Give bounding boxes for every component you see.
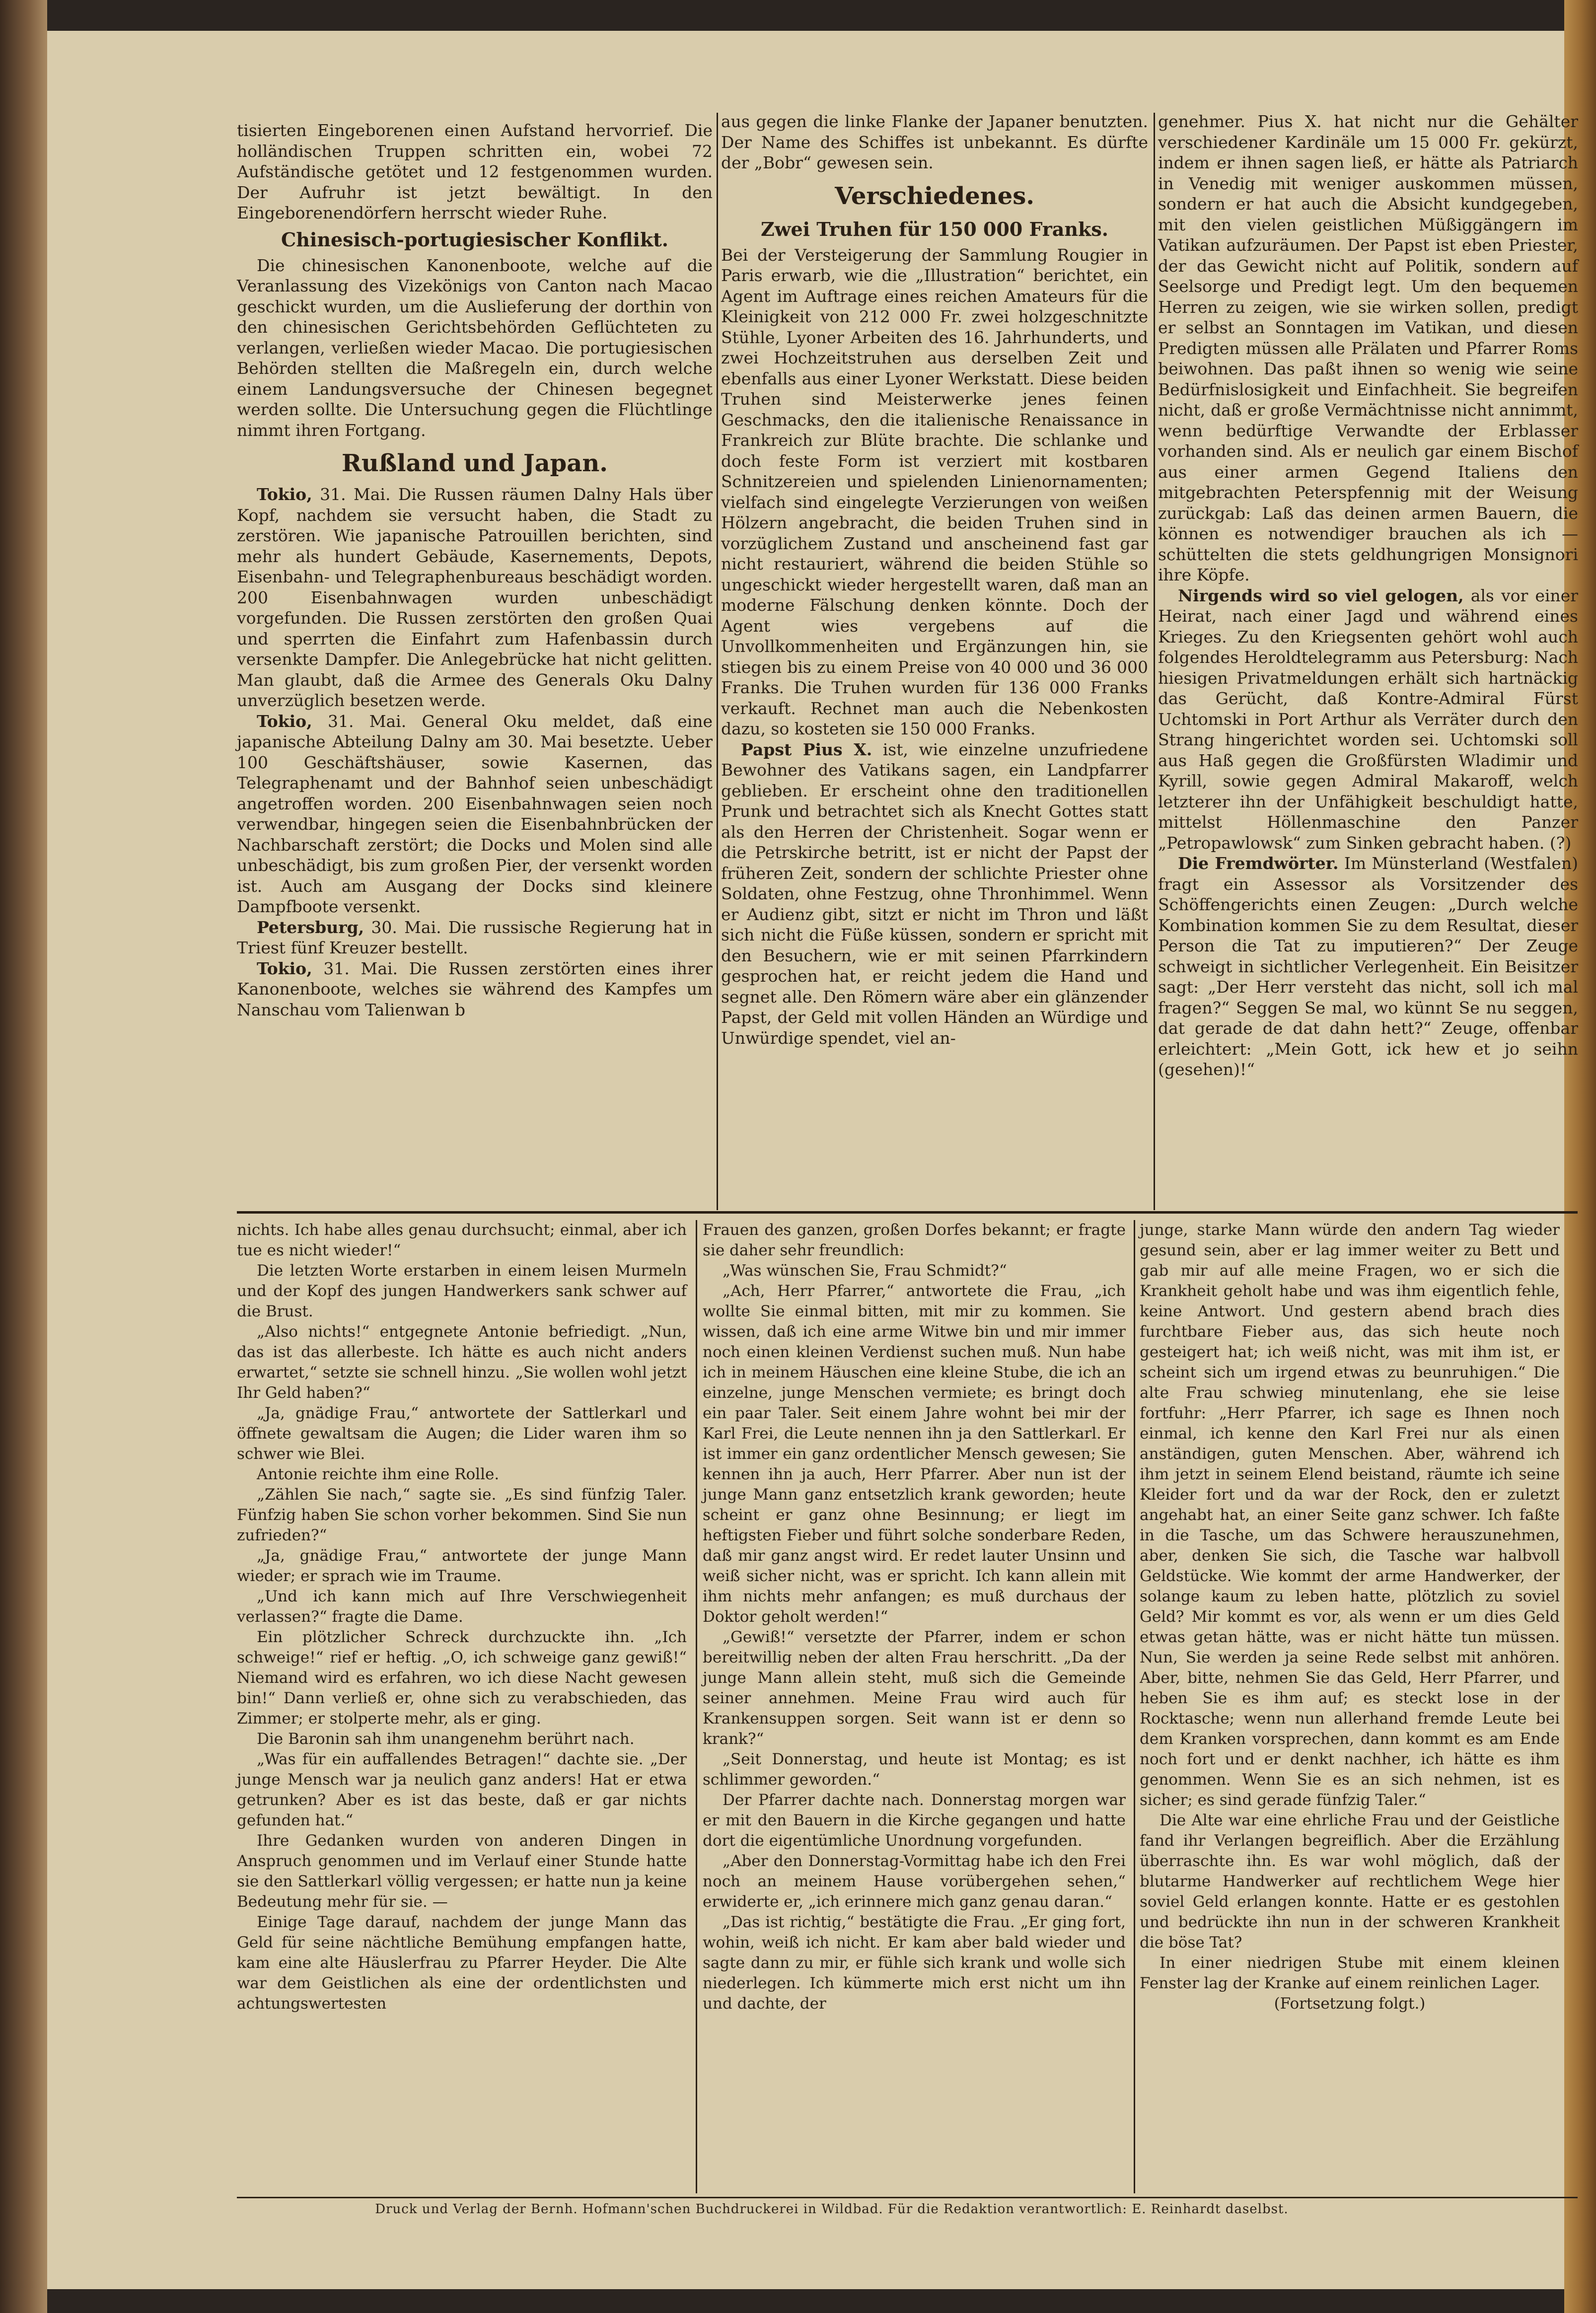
story-paragraph: „Ja, gnädige Frau,“ antwortete der junge Mann wieder; er sprach wie im Traume.	[237, 1547, 687, 1585]
story-paragraph: Frauen des ganzen, großen Dorfes bekannt; er fragte sie daher sehr freundlich:	[703, 1221, 1126, 1259]
report-tokio-1	[237, 484, 713, 711]
story-paragraph: Der Pfarrer dachte nach. Donnerstag morgen war er mit den Bauern in die Kirche gegangen und hatte dort die eigentümliche Unordnung vorgefunden.	[703, 1791, 1126, 1850]
story-paragraph: Die letzten Worte erstarben in einem leisen Murmeln und der Kopf des jungen Handwerkers sank schwer auf die Brust.	[237, 1262, 687, 1320]
story-paragraph: In einer niedrigen Stube mit einem kleinen Fenster lag der Kranke auf einem reinlichen Lager.	[1140, 1954, 1560, 1992]
upper-column-1	[237, 120, 713, 1020]
article-continuation: aus gegen die linke Flanke der Japaner benutzten. Der Name des Schiffes ist unbekannt. Es dürfte der „Bobr“ gewesen sein.	[721, 112, 1148, 172]
upper-column-2	[721, 111, 1148, 1048]
newspaper-page	[47, 31, 1579, 2289]
story-paragraph: Einige Tage darauf, nachdem der junge Mann das Geld für seine nächtliche Bemühung empfangen hatte, kam eine alte Häuslerfrau zu Pfarrer Heyder. Die Alte war dem Geistlichen als eine der ordentlichsten und achtungswertesten	[237, 1913, 687, 2013]
article-lead: Papst Pius X.	[741, 739, 872, 759]
story-paragraph: „Was für ein auffallendes Betragen!“ dachte sie. „Der junge Mensch war ja neulich ganz anders! Hat er etwa getrunken? Aber es ist das beste, daß er gar nichts gefunden hat.“	[237, 1750, 687, 1829]
article-text: ist, wie einzelne unzufriedene Bewohner des Vatikans sagen, ein Landpfarrer geblieben. Er erscheint ohne den traditionellen Prunk und betrachtet sich als Knecht Gottes statt als den Herren der Christenheit. Sogar wenn er die Petrskirche betritt, ist er nicht der Papst der früheren Zeit, sondern der schlichte Priester ohne Soldaten, ohne Festzug, ohne Thronhimmel. Wenn er Audienz gibt, sitzt er nicht im Thron und läßt sich nicht die Füße küssen, sondern er spricht mit den Besuchern, wie er mit seinen Pfarrkindern gesprochen hat, er reicht jedem die Hand und segnet alle. Den Römern wäre aber ein glänzender Papst, der Geld mit vollen Händen an Würdige und Unwürdige spendet, viel an-	[721, 739, 1148, 1048]
story-paragraph: Die Alte war eine ehrliche Frau und der Geistliche fand ihr Verlangen begreiflich. Aber die Erzählung überraschte ihn. Es war wohl möglich, daß der blutarme Handwerker auf rechtlichem Wege hier soviel Geld erlangen konnte. Hatte er es gestohlen und bedrückte ihn nun in der schweren Krankheit die böse Tat?	[1140, 1811, 1560, 1952]
article-text: Im Münsterland (Westfalen) fragt ein Assessor als Vorsitzender des Schöffengerichts einen Zeugen: „Durch welche Kombination kommen Sie zu dem Resultat, dieser Person die Tat zu imputieren?“ Der Zeuge schweigt in sichtlicher Verlegenheit. Ein Beisitzer sagt: „Der Herr versteht das nicht, soll ich mal fragen?“ Seggen Se mal, wo künnt Se nu seggen, dat gerade de dat dahn hett?“ Zeuge, offenbar erleichtert: „Mein Gott, ick hew et jo seihn (gesehen)!“	[1158, 854, 1579, 1079]
report-text: 31. Mai. Die Russen zerstörten eines ihrer Kanonenboote, welches sie während des Kampfes um Nanschau vom Talienwan b	[237, 958, 713, 1019]
story-paragraph: „Zählen Sie nach,“ sagte sie. „Es sind fünfzig Taler. Fünfzig haben Sie schon vorher bekommen. Sind Sie nun zufrieden?“	[237, 1486, 687, 1544]
report-petersburg	[237, 917, 713, 958]
article-china-portugal: Die chinesischen Kanonenboote, welche auf die Veranlassung des Vizekönigs von Canton nach Macao geschickt wurden, um die Auslieferung der dorthin von den chinesischen Gerichtsbehörden Geflüchteten zu verlangen, verließen wieder Macao. Die portugiesischen Behörden stellten die Maßregeln ein, durch welche einem Landungsversuche der Chinesen begegnet werden sollte. Die Untersuchung gegen die Flüchtlinge nimmt ihren Fortgang.	[237, 255, 713, 440]
article-foreign-words	[1158, 853, 1578, 1080]
section-divider	[237, 1211, 1578, 1214]
heading-two-chests: Zwei Truhen für 150 000 Franks.	[761, 217, 1108, 240]
report-text: 31. Mai. General Oku meldet, daß eine japanische Abteilung Dalny am 30. Mai besetzte. Ueber 100 Geschäftshäuser, sowie Kasernen, das Telegraphenamt und der Bahnhof seien unbeschädigt angetroffen worden. 200 Eisenbahnwagen seien noch verwendbar, hingegen seien die Eisenbahnbrücken der Nachbarschaft zerstört; die Docks und Molen sind alle unbeschädigt, bis zum großen Pier, der versenkt worden ist. Auch am Ausgang der Docks sind kleinere Dampfboote versenkt.	[237, 711, 713, 916]
article-continuation: tisierten Eingeborenen einen Aufstand hervorrief. Die holländischen Truppen schritten ein, wobei 72 Aufständische getötet und 12 festgenommen wurden. Der Aufruhr ist jetzt bewältigt. In den Eingeborenendörfern herrscht wieder Ruhe.	[237, 121, 713, 222]
article-two-chests: Bei der Versteigerung der Sammlung Rougier in Paris erwarb, wie die „Illustration“ berichtet, ein Agent im Auftrage eines reichen Amateurs für die Kleinigkeit von 212 000 Fr. zwei holzgeschnitzte Stühle, Lyoner Arbeiten des 16. Jahrhunderts, und zwei Hochzeitstruhen aus derselben Zeit und ebenfalls aus einer Lyoner Werkstatt. Diese beiden Truhen sind Meisterwerke jenes feinen Geschmacks, den die italienische Renaissance in Frankreich zur Blüte brachte. Die schlanke und doch feste Form ist verziert mit kostbaren Schnitzereien und spielenden Linienornamenten; vielfach sind eingelegte Verzierungen von weißen Hölzern angebracht, die beiden Truhen sind in vorzüglichem Zustand und anscheinend fast gar nicht restauriert, während die beiden Stühle so ungeschickt wieder hergestellt waren, daß man an moderne Fälschung denken könnte. Doch der Agent wies vergebens auf die Unvollkommenheiten und Ergänzungen hin, sie stiegen bis zu einem Preise von 40 000 und 36 000 Franks. Die Truhen wurden für 136 000 Franks verkauft. Rechnet man auch die Nebenkosten dazu, so kosteten sie 150 000 Franks.	[721, 245, 1148, 738]
heading-miscellaneous: Verschiedenes.	[835, 182, 1034, 210]
report-text: 30. Mai. Die russische Regierung hat in Triest fünf Kreuzer bestellt.	[237, 917, 713, 957]
story-paragraph: „Und ich kann mich auf Ihre Verschwiegenheit verlassen?“ fragte die Dame.	[237, 1588, 687, 1626]
article-pope	[721, 739, 1148, 1049]
column-rule	[696, 1220, 697, 2193]
report-tokio-3	[237, 958, 713, 1020]
story-paragraph: junge, starke Mann würde den andern Tag wieder gesund sein, aber er lag immer weiter zu Bett und gab mir auf alle meine Fragen, wo er sich die Krankheit geholt habe und was ihm eigentlich fehle, keine Antwort. Und gestern abend brach dies furchtbare Fieber aus, das sich heute noch gesteigert hat; ich weiß nicht, was mit ihm ist, er scheint sich um irgend etwas zu beunruhigen.“ Die alte Frau schwieg minutenlang, ehe sie leise fortfuhr: „Herr Pfarrer, ich sage es Ihnen noch einmal, ich kenne den Karl Frei nur als einen anständigen, guten Menschen. Aber, während ich ihm jetzt in seinem Elend beistand, räumte ich seine Kleider fort und da war der Rock, den er zuletzt angehabt hat, an einer Seite ganz schwer. Ich faßte in die Tasche, um das Schwere herauszunehmen, aber, denken Sie sich, die Tasche war halbvoll Geldstücke. Wie kommt der arme Handwerker, der solange kaum zu leben hatte, plötzlich zu soviel Geld? Mir kommt es vor, als wenn er um dies Geld etwas getan hätte, was er nicht hätte tun müssen. Nun, Sie werden ja seine Rede selbst mit anhören. Aber, bitte, nehmen Sie das Geld, Herr Pfarrer, und heben Sie es ihm auf; es steckt lose in der Rocktasche; wenn nun allerhand fremde Leute bei dem Kranken vorsprechen, dann kommt es am Ende noch fort und er denkt nachher, ich hätte es ihm genommen. Wenn Sie es an sich nehmen, ist es sicher; es sind gerade fünfzig Taler.“	[1140, 1221, 1560, 1809]
heading-russia-japan: Rußland und Japan.	[342, 449, 608, 477]
article-lead: Die Fremdwörter.	[1178, 854, 1339, 873]
footer-rule	[237, 2197, 1578, 2198]
column-rule	[1134, 1220, 1135, 2193]
dateline: Tokio,	[257, 958, 312, 978]
story-paragraph: Antonie reichte ihm eine Rolle.	[257, 1465, 500, 1483]
report-text: 31. Mai. Die Russen räumen Dalny Hals über Kopf, nachdem sie versucht haben, die Stadt zu zerstören. Wie japanische Patrouillen berichten, sind mehr als hundert Gebäude, Kasernements, Depots, Eisenbahn- und Telegraphenbureaus beschädigt worden. 200 Eisenbahnwagen wurden unbeschädigt vorgefunden. Die Russen zerstörten den großen Quai und sperrten die Einfahrt zum Hafenbassin durch versenkte Dampfer. Die Anlegebrücke hat nicht gelitten. Man glaubt, daß die Armee des Generals Oku Dalny unverzüglich besetzen werde.	[237, 485, 713, 710]
dateline: Tokio,	[257, 711, 312, 731]
story-paragraph: „Aber den Donnerstag-Vormittag habe ich den Frei noch an meinem Hause vorübergehen sehen,“ erwiderte er, „ich erinnere mich ganz genau daran.“	[703, 1852, 1126, 1911]
column-rule	[1154, 113, 1155, 1210]
heading-china-portugal: Chinesisch-portugiesischer Konflikt.	[281, 228, 668, 251]
story-paragraph: „Seit Donnerstag, und heute ist Montag; es ist schlimmer geworden.“	[703, 1750, 1126, 1789]
story-paragraph: „Was wünschen Sie, Frau Schmidt?“	[723, 1262, 1007, 1280]
story-paragraph: Ihre Gedanken wurden von anderen Dingen in Anspruch genommen und im Verlauf einer Stunde hatte sie den Sattlerkarl völlig vergessen; er hatte nun ja keine Bedeutung mehr für sie. —	[237, 1832, 687, 1911]
lower-column-3	[1140, 1220, 1560, 2014]
imprint-footer: Druck und Verlag der Bernh. Hofmann'schen Buchdruckerei in Wildbad. Für die Redaktion verantwortlich: E. Reinhardt daselbst.	[375, 2202, 1289, 2217]
article-nowhere-lied	[1158, 585, 1578, 854]
story-paragraph: Die Baronin sah ihm unangenehm berührt nach.	[257, 1730, 635, 1748]
story-paragraph: „Gewiß!“ versetzte der Pfarrer, indem er schon bereitwillig neben der alten Frau herschritt. „Da der junge Mann allein steht, muß sich die Gemeinde seiner annehmen. Meine Frau wird auch für Krankensuppen sorgen. Seit wann ist er denn so krank?“	[703, 1628, 1126, 1748]
continuation-note: (Fortsetzung folgt.)	[1274, 1995, 1426, 2013]
story-paragraph: „Ach, Herr Pfarrer,“ antwortete die Frau, „ich wollte Sie einmal bitten, mit mir zu kommen. Sie wissen, daß ich eine arme Witwe bin und mir immer noch einen kleinen Verdienst suchen muß. Nun habe ich in meinem Häuschen eine kleine Stube, die ich an einzelne, junge Menschen vermiete; es bringt doch ein paar Taler. Seit einem Jahre wohnt bei mir der Karl Frei, die Leute nennen ihn ja den Sattlerkarl. Er ist immer ein ganz ordentlicher Mensch gewesen; Sie kennen ihn ja auch, Herr Pfarrer. Aber nun ist der junge Mann ganz entsetzlich krank geworden; heute scheint er ganz ohne Besinnung; er liegt im heftigsten Fieber und führt solche sonderbare Reden, daß mir ganz angst wird. Er redet lauter Unsinn und weiß sicher nicht, was er spricht. Ich kann allein mit ihm nichts mehr anfangen; es muß durchaus der Doktor geholt werden!“	[703, 1282, 1126, 1626]
article-continuation: genehmer. Pius X. hat nicht nur die Gehälter verschiedener Kardinäle um 15 000 Fr. gekürzt, indem er ihnen sagen ließ, er hätte als Patriarch in Venedig mit weniger auskommen müssen, sondern er hat auch die Absicht kundgegeben, mit den vielen geistlichen Müßiggängern im Vatikan aufzuräumen. Der Papst ist eben Priester, der das Gewicht nicht auf Politik, sondern auf Seelsorge und Predigt legt. Um den bequemen Herren zu zeigen, wie sie wirken sollen, predigt er selbst an Sonntagen im Vatikan, und diesen Predigten müssen alle Prälaten und Pfarrer Roms beiwohnen. Das paßt ihnen so wenig wie seine Bedürfnislosigkeit und Einfachheit. Sie begreifen nicht, daß er große Vermächtnisse nicht annimmt, wenn bedürftige Verwandte der Erblasser vorhanden sind. Als er neulich gar einem Bischof aus einer armen Gegend Italiens den mitgebrachten Peterspfennig mit der Weisung zurückgab: Laß das deinen armen Bauern, die können es notwendiger brauchen als ich — schüttelten die stets geldhungrigen Monsignori ihre Köpfe.	[1158, 112, 1578, 584]
column-rule	[717, 113, 718, 1210]
book-spine-left	[0, 0, 47, 2313]
dateline: Petersburg,	[257, 917, 364, 937]
story-paragraph: „Also nichts!“ entgegnete Antonie befriedigt. „Nun, das ist das allerbeste. Ich hätte es auch nicht anders erwartet,“ setzte sie schnell hinzu. „Sie wollen wohl jetzt Ihr Geld haben?“	[237, 1323, 687, 1402]
dateline: Tokio,	[257, 485, 312, 504]
article-lead: Nirgends wird so viel gelogen,	[1178, 585, 1464, 605]
story-paragraph: Ein plötzlicher Schreck durchzuckte ihn. „Ich schweige!“ rief er heftig. „O, ich schweige ganz gewiß!“ Niemand wird es erfahren, wo ich diese Nacht gewesen bin!“ Dann verließ er, ohne sich zu verabschieden, das Zimmer; er stolperte mehr, als er ging.	[237, 1628, 687, 1728]
lower-column-2	[703, 1220, 1126, 2014]
lower-column-1	[237, 1220, 687, 2014]
story-paragraph: nichts. Ich habe alles genau durchsucht; einmal, aber ich tue es nicht wieder!“	[237, 1221, 687, 1259]
article-text: als vor einer Heirat, nach einer Jagd und während eines Krieges. Zu den Kriegsenten gehört wohl auch folgendes Heroldtelegramm aus Petersburg: Nach hiesigen Privatmeldungen erhält sich hartnäckig das Gerücht, daß Kontre-Admiral Fürst Uchtomski in Port Arthur als Verräter durch den Strang hingerichtet worden sei. Uchtomski soll aus Haß gegen die Großfürsten Wladimir und Kyrill, sowie gegen Admiral Makaroff, welch letzterer ihn der Unfähigkeit beschuldigt hatte, mittelst Höllenmaschine den Panzer „Petropawlowsk“ zum Sinken gebracht haben. (?)	[1158, 585, 1578, 853]
upper-column-3	[1158, 111, 1578, 1080]
story-paragraph: „Das ist richtig,“ bestätigte die Frau. „Er ging fort, wohin, weiß ich nicht. Er kam aber bald wieder und sagte dann zu mir, er fühle sich krank und wolle sich niederlegen. Ich kümmerte mich erst nicht um ihn und dachte, der	[703, 1913, 1126, 2013]
report-tokio-2	[237, 711, 713, 917]
story-paragraph: „Ja, gnädige Frau,“ antwortete der Sattlerkarl und öffnete gewaltsam die Augen; die Lider waren ihm so schwer wie Blei.	[237, 1404, 687, 1463]
